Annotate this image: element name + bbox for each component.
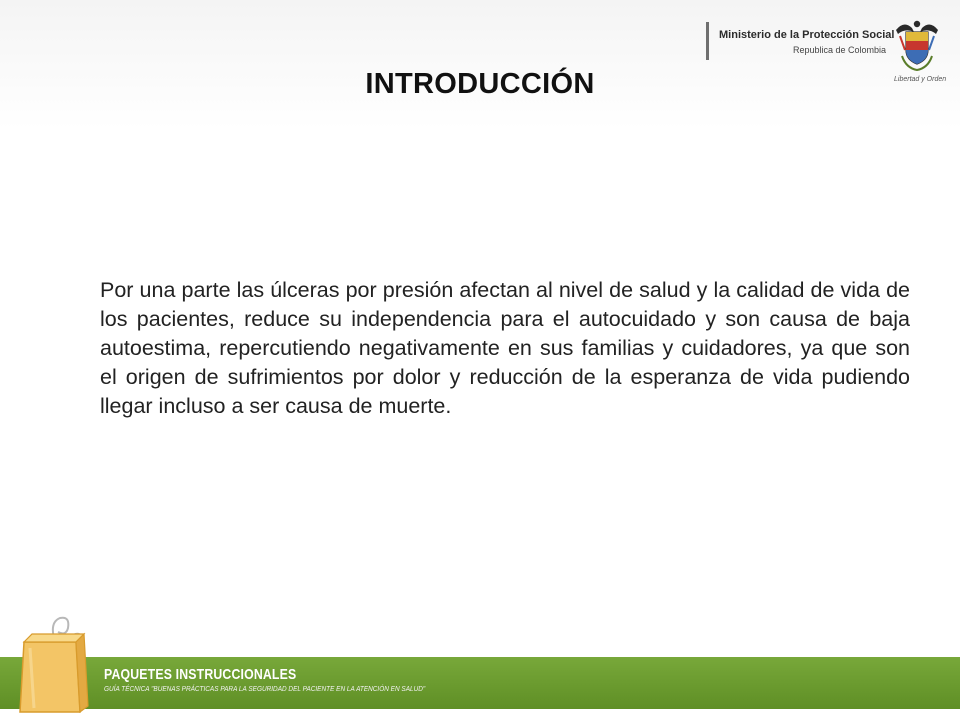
footer-title: PAQUETES INSTRUCCIONALES	[104, 666, 297, 683]
paper-bag-icon	[10, 608, 90, 714]
ministry-name: Ministerio de la Protección Social	[719, 29, 895, 41]
footer-subtitle: GUÍA TÉCNICA "BUENAS PRÁCTICAS PARA LA SEGURIDAD DEL PACIENTE EN LA ATENCIÓN EN SALUD"	[104, 686, 426, 693]
coat-of-arms-icon	[892, 16, 942, 76]
footer-bottom-strip	[0, 709, 960, 720]
motto: Libertad y Orden	[894, 76, 947, 83]
body-paragraph: Por una parte las úlceras por presión afectan al nivel de salud y la calidad de vida de los pacientes, reduce su independencia para el autocuidado y son causa de baja autoestima, repercutiendo negativamente en sus familias y cuidadores, ya que son el origen de sufrimientos por dolor y reducción de la esperanza de vida pudiendo llegar incluso a ser causa de muerte.	[100, 278, 910, 418]
logo-divider	[706, 22, 709, 60]
footer-band	[0, 657, 960, 709]
ministry-country: Republica de Colombia	[793, 45, 887, 55]
page-title: INTRODUCCIÓN	[365, 68, 595, 100]
